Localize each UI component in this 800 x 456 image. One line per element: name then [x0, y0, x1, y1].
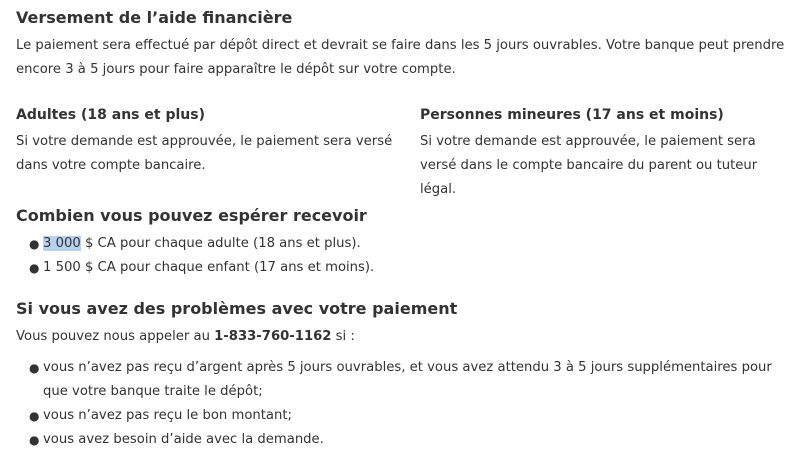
amounts-heading: Combien vous pouvez espérer recevoir [16, 206, 367, 225]
list-item [16, 232, 786, 256]
problems-intro [16, 325, 786, 349]
list-item [16, 428, 781, 452]
adults-heading: Adultes (18 ans et plus) [16, 107, 205, 123]
bullet-icon: ● [29, 409, 40, 423]
bullet-icon: ● [29, 433, 40, 447]
list-item [16, 404, 781, 428]
list-item [16, 356, 781, 404]
list-item-text: vous avez besoin d’aide avec la demande. [43, 432, 324, 447]
payment-section-text: Le paiement sera effectué par dépôt direct et devrait se faire dans les 5 jours ouvrables. Votre banque peut prendre encore 3 à 5 jours pour faire apparaître le dépôt sur votre compte. [16, 38, 785, 77]
amounts-list [16, 232, 786, 280]
problems-heading: Si vous avez des problèmes avec votre paiement [16, 299, 458, 318]
list-item-text: vous n’avez pas reçu le bon montant; [43, 408, 292, 423]
problems-intro-text: Vous pouvez nous appeler au [16, 329, 215, 344]
list-item [16, 256, 786, 280]
payment-section-heading: Versement de l’aide financière [16, 8, 293, 27]
minors-heading: Personnes mineures (17 ans et moins) [420, 107, 724, 123]
problems-list [16, 356, 781, 452]
list-item-text: $ CA pour chaque adulte (18 ans et plus). [80, 236, 361, 251]
adults-text: Si votre demande est approuvée, le paiement sera versé dans votre compte bancaire. [16, 134, 393, 173]
problems-intro-end: si : [331, 329, 355, 344]
phone-number: 1-833-760-1162 [214, 329, 332, 344]
minors-text: Si votre demande est approuvée, le paiement sera versé dans le compte bancaire du parent ou tuteur légal. [420, 134, 758, 197]
bullet-icon: ● [29, 261, 40, 275]
selected-text: 3 000 [43, 236, 81, 251]
bullet-icon: ● [29, 237, 40, 251]
list-item-text: vous n’avez pas reçu d’argent après 5 jours ouvrables, et vous avez attendu 3 à 5 jours supplémentaires pour que votre banque traite le dépôt; [43, 360, 772, 399]
list-item-text: 1 500 $ CA pour chaque enfant (17 ans et moins). [43, 260, 375, 275]
bullet-icon: ● [29, 361, 40, 375]
